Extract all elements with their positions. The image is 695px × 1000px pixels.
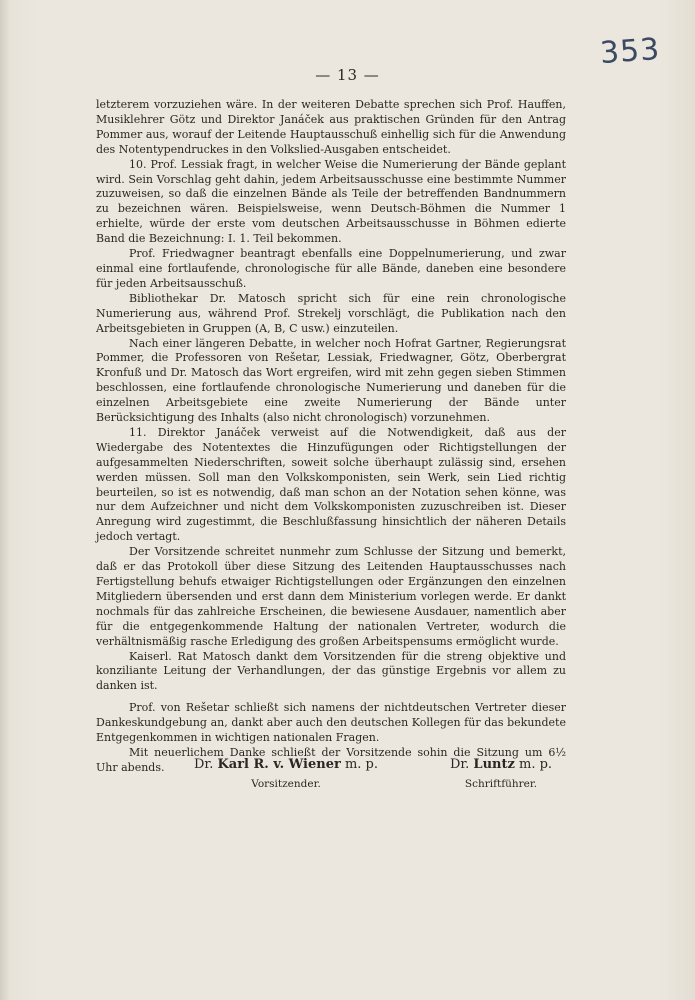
secretary-signature bbox=[436, 757, 566, 790]
signature-role: Schriftführer. bbox=[464, 778, 538, 790]
signature-role: Vorsitzender. bbox=[251, 778, 321, 790]
signature-suffix: m. p. bbox=[519, 757, 553, 772]
body-text bbox=[96, 98, 566, 776]
handwritten-archive-number: 353 bbox=[598, 31, 662, 72]
chairman-signature bbox=[176, 757, 396, 790]
paragraph: Bibliothekar Dr. Matosch spricht sich für eine rein chronologische Numerierung aus, während Prof. Strekelj vorschlägt, die Publikation nach den Arbeitsgebieten in Gruppen (A, B, C usw.) einzuteilen. bbox=[96, 291, 566, 335]
paragraph: letzterem vorzuziehen wäre. In der weiteren Debatte sprechen sich Prof. Hauffen, Musiklehrer Götz und Direktor Janáček aus praktischen Gründen für den Antrag Pommer aus, worauf der Leitende Hauptausschuß einhellig sich für die Anwendung des Notentypendruckes in den Volkslied-Ausgaben entscheidet. bbox=[96, 98, 566, 156]
paragraph: Prof. von Rešetar schließt sich namens der nichtdeutschen Vertreter dieser Dankeskundgebung an, dankt aber auch den deutschen Kollegen für das bekundete Entgegenkommen in wichtigen nationalen Fragen. bbox=[96, 701, 566, 745]
signature-prefix: Dr. bbox=[449, 757, 470, 772]
page-number: — 13 — bbox=[315, 66, 380, 84]
signature-block bbox=[96, 757, 566, 797]
paragraph: Nach einer längeren Debatte, in welcher noch Hofrat Gartner, Regierungsrat Pommer, die Professoren von Rešetar, Lessiak, Friedwagner, Götz, Oberbergrat Kronfuß und Dr. Matosch das Wort ergreifen, wird mit zehn gegen sieben Stimmen beschlossen, eine fortlaufende chronologische Numerierung und daneben für die einzelnen Arbeitsgebiete eine zweite Numerierung der Bände unter Berücksichtigung des Inhalts (also nicht chronologisch) vorzunehmen. bbox=[96, 336, 566, 425]
signature-prefix: Dr. bbox=[193, 757, 214, 772]
signature-name: Luntz bbox=[473, 757, 515, 772]
paragraph: Kaiserl. Rat Matosch dankt dem Vorsitzenden für die streng objektive und konziliante Leitung der Verhandlungen, der das günstige Ergebnis vor allem zu danken ist. bbox=[96, 649, 566, 693]
paragraph: Der Vorsitzende schreitet nunmehr zum Schlusse der Sitzung und bemerkt, daß er das Protokoll über diese Sitzung des Leitenden Hauptausschusses nach Fertigstellung behufs etwaiger Richtigstellungen oder Ergänzungen den einzelnen Mitgliedern übersenden und erst dann dem Ministerium vorlegen werde. Er dankt nochmals für das zahlreiche Erscheinen, die bewiesene Ausdauer, namentlich aber für die entgegenkommende Haltung der nationalen Vertreter, wodurch die verhältnismäßig rasche Erledigung des großen Arbeitspensums ermöglicht wurde. bbox=[96, 545, 566, 648]
paragraph: Prof. Friedwagner beantragt ebenfalls eine Doppelnumerierung, und zwar einmal eine fortlaufende, chronologische für alle Bände, daneben eine besondere für jeden Arbeitsausschuß. bbox=[96, 247, 566, 290]
paragraph: Mit neuerlichem Danke schließt der Vorsitzende sohin die Sitzung um 6½ Uhr abends. bbox=[96, 745, 566, 774]
signature-suffix: m. p. bbox=[344, 757, 378, 772]
paragraph: 11. Direktor Janáček verweist auf die Notwendigkeit, daß aus der Wiedergabe des Notentextes die Hinzufügungen oder Richtigstellungen der aufgesammelten Niederschriften, soweit solche überhaupt zulässig sind, ersehen werden müssen. Soll man den Volkskomponisten, sein Werk, sein Lied richtig beurteilen, so ist es notwendig, daß man schon an der Notation sehen könne, was nur dem Aufzeichner und nicht dem Volkskomponisten zuzuschreiben ist. Dieser Anregung wird zugestimmt, die Beschlußfassung hinsichtlich der näheren Details jedoch vertagt. bbox=[96, 425, 566, 544]
paragraph: 10. Prof. Lessiak fragt, in welcher Weise die Numerierung der Bände geplant wird. Sein Vorschlag geht dahin, jedem Arbeitsausschusse eine bestimmte Nummer zuzuweisen, so daß die einzelnen Bände als Teile der betreffenden Bandnummern zu bezeichnen wären. Beispielsweise, wenn Deutsch-Böhmen die Nummer 1 erhielte, würde der erste vom deutschen Arbeitsausschusse in Böhmen edierte Band die Bezeichnung: I. 1. Teil bekommen. bbox=[96, 157, 566, 246]
signature-name: Karl R. v. Wiener bbox=[217, 757, 341, 772]
